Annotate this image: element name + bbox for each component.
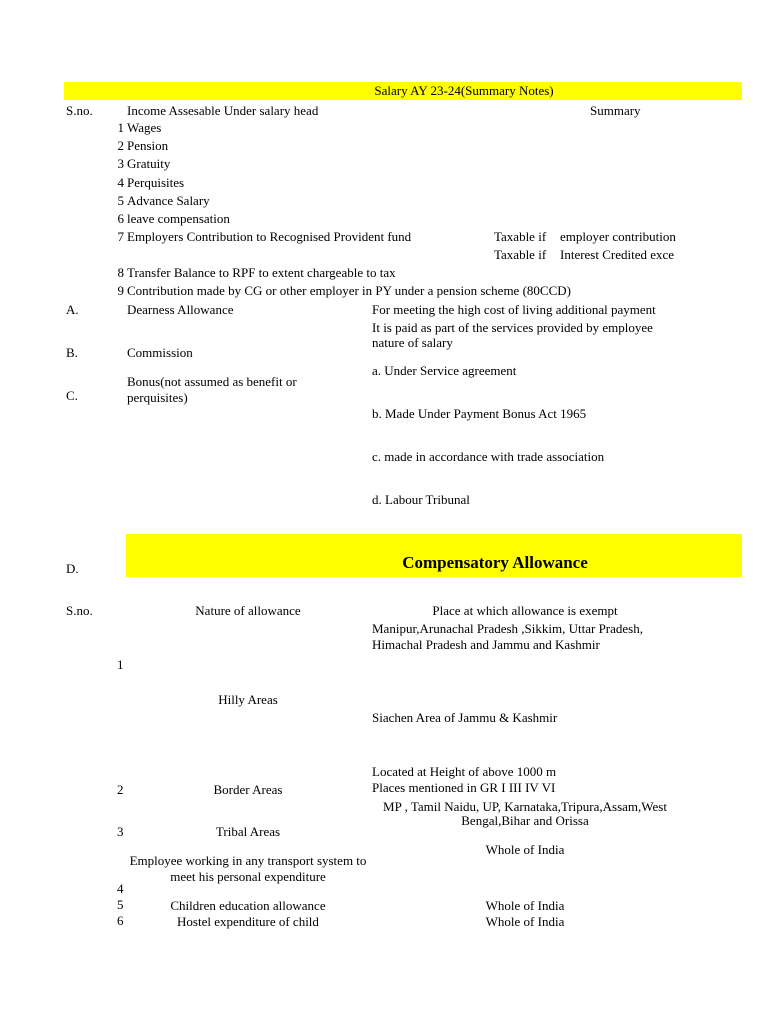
hostel-place: Whole of India [485, 914, 565, 929]
hilly-place: Located at Height of above 1000 m [372, 764, 557, 779]
hilly-place: Manipur,Arunachal Pradesh ,Sikkim, Uttar Pradesh, Himachal Pradesh and Jammu and Kashmir [372, 621, 643, 652]
hostel-number: 6 [117, 913, 124, 928]
section-b-letter: B. [66, 345, 78, 360]
tribal-place: MP , Tamil Naidu, UP, Karnataka,Tripura,Assam,West Bengal,Bihar and Orissa [383, 799, 667, 828]
border-place: Places mentioned in GR I III IV VI [372, 780, 556, 795]
section-c-note: b. Made Under Payment Bonus Act 1965 [372, 406, 587, 421]
transport-place: Whole of India [485, 842, 565, 857]
section-a-note: For meeting the high cost of living additional payment [372, 302, 656, 317]
allowance-header-place: Place at which allowance is exempt [432, 603, 618, 618]
section-c-label: Bonus(not assumed as benefit or perquisites) [127, 374, 297, 405]
income-item-number: 1 [117, 120, 124, 135]
income-item-number: 6 [117, 211, 124, 226]
income-item-number: 8 [117, 265, 124, 280]
hilly-number: 1 [117, 657, 124, 672]
taxable-label: Taxable if [494, 247, 547, 262]
border-number: 2 [117, 782, 124, 797]
tribal-label: Tribal Areas [215, 824, 281, 839]
transport-label: Employee working in any transport system to meet his personal expenditure [129, 853, 367, 884]
income-item-label: Gratuity [127, 156, 171, 171]
hostel-label: Hostel expenditure of child [177, 914, 319, 929]
children-label: Children education allowance [170, 898, 326, 913]
section-c-note: c. made in accordance with trade association [372, 449, 605, 464]
income-item-number: 3 [117, 156, 124, 171]
income-item-label: Employers Contribution to Recognised Provident fund [127, 229, 412, 244]
income-item-number: 2 [117, 138, 124, 153]
income-item-number: 9 [117, 283, 124, 298]
section-c-letter: C. [66, 388, 78, 403]
income-item-number: 4 [117, 175, 124, 190]
income-item-label: Perquisites [127, 175, 185, 190]
income-item-label: Pension [127, 138, 169, 153]
children-place: Whole of India [485, 898, 565, 913]
allowance-header-sno: S.no. [66, 603, 93, 618]
section-b-note: a. Under Service agreement [372, 363, 517, 378]
section-d-letter: D. [66, 561, 79, 576]
section-c-note: d. Labour Tribunal [372, 492, 470, 507]
section-b-label: Commission [127, 345, 193, 360]
taxable-note: Interest Credited exce [560, 247, 675, 262]
income-item-number: 7 [117, 229, 124, 244]
income-item-label: Advance Salary [127, 193, 210, 208]
income-item-label: Wages [127, 120, 162, 135]
border-label: Border Areas [213, 782, 283, 797]
income-item-label: Transfer Balance to RPF to extent chargeable to tax [127, 265, 396, 280]
section-a-label: Dearness Allowance [127, 302, 234, 317]
income-item-label: Contribution made by CG or other employer in PY under a pension scheme (80CCD) [127, 283, 571, 298]
tribal-number: 3 [117, 824, 124, 839]
taxable-note: employer contribution [560, 229, 676, 244]
section-a-note: It is paid as part of the services provided by employee [372, 320, 653, 335]
transport-number: 4 [117, 881, 124, 896]
sheet-title: Salary AY 23-24(Summary Notes) [374, 83, 554, 98]
income-item-number: 5 [117, 193, 124, 208]
hilly-place: Siachen Area of Jammu & Kashmir [372, 710, 558, 725]
header-summary: Summary [590, 103, 641, 118]
children-number: 5 [117, 897, 124, 912]
taxable-label: Taxable if [494, 229, 547, 244]
section-a-note: nature of salary [372, 335, 453, 350]
hilly-label: Hilly Areas [218, 692, 278, 707]
compensatory-title: Compensatory Allowance [402, 553, 588, 572]
income-item-label: leave compensation [127, 211, 230, 226]
header-sno: S.no. [66, 103, 93, 118]
allowance-header-nature: Nature of allowance [195, 603, 301, 618]
section-a-letter: A. [66, 302, 79, 317]
header-income-head: Income Assesable Under salary head [127, 103, 319, 118]
